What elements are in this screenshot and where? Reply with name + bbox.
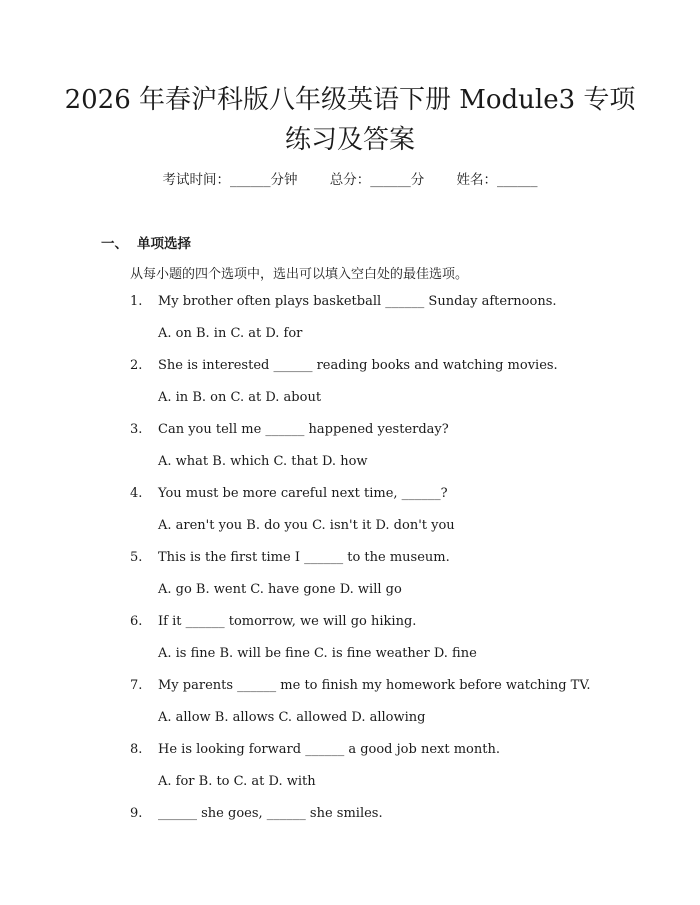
question-item	[130, 740, 670, 804]
question-line	[130, 612, 670, 644]
question-options: A. aren't you B. do you C. isn't it D. don't you	[158, 518, 455, 533]
question-line	[130, 292, 670, 324]
question-text: ______ she goes, ______ she smiles.	[158, 806, 383, 821]
question-options: A. on B. in C. at D. for	[158, 326, 303, 341]
question-list	[130, 292, 670, 836]
question-item	[130, 484, 670, 548]
question-number: 9.	[130, 806, 143, 821]
page-title: 2026 年春沪科版八年级英语下册 Module3 专项练习及答案	[64, 85, 636, 155]
question-number: 5.	[130, 550, 143, 565]
section-instruction: 从每小题的四个选项中，选出可以填入空白处的最佳选项。	[130, 267, 469, 282]
question-item	[130, 420, 670, 484]
question-number: 7.	[130, 678, 143, 693]
question-text: You must be more careful next time, ______?	[158, 486, 448, 501]
question-number: 4.	[130, 486, 143, 501]
section-number: 一、	[101, 236, 128, 252]
question-line	[130, 420, 670, 452]
question-item	[130, 804, 670, 836]
student-name: 姓名：______	[456, 172, 538, 188]
question-item	[130, 676, 670, 740]
exam-meta	[0, 168, 700, 188]
section-title: 单项选择	[137, 236, 191, 252]
question-text: If it ______ tomorrow, we will go hiking.	[158, 614, 417, 629]
total-score: 总分：______分	[329, 172, 425, 188]
question-text: My brother often plays basketball ______ Sunday afternoons.	[158, 294, 557, 309]
question-line	[130, 804, 670, 836]
question-line	[130, 484, 670, 516]
question-number: 8.	[130, 742, 143, 757]
question-number: 6.	[130, 614, 143, 629]
question-item	[130, 292, 670, 356]
question-line	[130, 548, 670, 580]
question-item	[130, 548, 670, 612]
question-text: She is interested ______ reading books and watching movies.	[158, 358, 558, 373]
question-options: A. what B. which C. that D. how	[158, 454, 368, 469]
question-text: He is looking forward ______ a good job next month.	[158, 742, 500, 757]
question-item	[130, 612, 670, 676]
question-number: 2.	[130, 358, 143, 373]
question-line	[130, 356, 670, 388]
section-heading	[101, 232, 191, 252]
exam-time: 考试时间：______分钟	[162, 172, 298, 188]
question-options: A. in B. on C. at D. about	[158, 390, 322, 405]
question-item	[130, 356, 670, 420]
question-options: A. is fine B. will be fine C. is fine weather D. fine	[158, 646, 477, 661]
question-number: 3.	[130, 422, 143, 437]
question-number: 1.	[130, 294, 143, 309]
question-options: A. for B. to C. at D. with	[158, 774, 316, 789]
question-line	[130, 740, 670, 772]
question-options: A. go B. went C. have gone D. will go	[158, 582, 402, 597]
question-text: My parents ______ me to finish my homework before watching TV.	[158, 678, 591, 693]
question-line	[130, 676, 670, 708]
question-text: Can you tell me ______ happened yesterday?	[158, 422, 449, 437]
question-options: A. allow B. allows C. allowed D. allowing	[158, 710, 426, 725]
question-text: This is the first time I ______ to the museum.	[158, 550, 450, 565]
